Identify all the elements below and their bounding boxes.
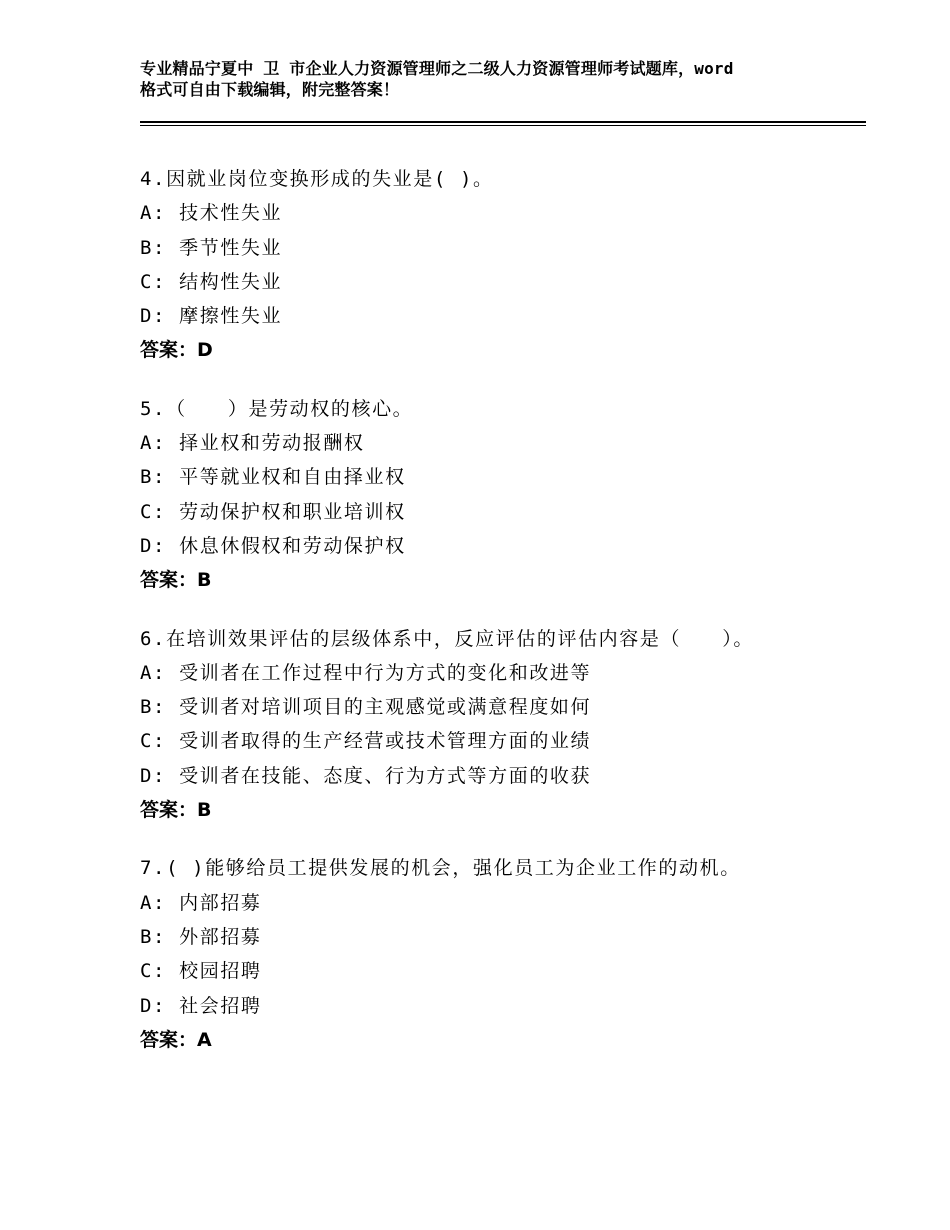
option-a: A: 技术性失业 [140, 202, 283, 225]
answer-line: 答案：B [140, 569, 212, 592]
option-c: C: 校园招聘 [140, 960, 262, 983]
option-a: A: 受训者在工作过程中行为方式的变化和改进等 [140, 661, 592, 684]
option-c: C: 结构性失业 [140, 270, 283, 293]
option-c: C: 受训者取得的生产经营或技术管理方面的业绩 [140, 730, 592, 753]
header-divider [140, 121, 866, 126]
question-stem: 4.因就业岗位变换形成的失业是( )。 [140, 168, 494, 190]
header-title-line-1: 专业精品宁夏中 卫 市企业人力资源管理师之二级人力资源管理师考试题库，word [140, 59, 734, 78]
option-d: D: 社会招聘 [140, 994, 262, 1017]
option-d: D: 休息休假权和劳动保护权 [140, 534, 406, 557]
question-7 [140, 851, 860, 1057]
question-6 [140, 622, 860, 828]
option-c: C: 劳动保护权和职业培训权 [140, 500, 406, 523]
option-b: B: 受训者对培训项目的主观感觉或满意程度如何 [140, 696, 592, 719]
header-title-line-2: 格式可自由下载编辑，附完整答案！ [140, 80, 400, 99]
answer-line: 答案：A [140, 1028, 212, 1051]
question-stem: 5.（ ）是劳动权的核心。 [140, 397, 414, 420]
question-stem: 7.( )能够给员工提供发展的机会，强化员工为企业工作的动机。 [140, 857, 741, 880]
answer-line: 答案：B [140, 799, 212, 822]
question-4 [140, 162, 860, 368]
document-header [140, 58, 830, 100]
header-divider-thin-line [140, 125, 866, 126]
question-stem: 6.在培训效果评估的层级体系中，反应评估的评估内容是（ ）。 [140, 627, 754, 650]
header-divider-thick-line [140, 121, 866, 123]
option-a: A: 择业权和劳动报酬权 [140, 432, 365, 455]
option-b: B: 外部招募 [140, 925, 262, 948]
option-b: B: 平等就业权和自由择业权 [140, 466, 406, 489]
option-b: B: 季节性失业 [140, 236, 283, 259]
option-a: A: 内部招募 [140, 891, 262, 914]
option-d: D: 受训者在技能、态度、行为方式等方面的收获 [140, 764, 592, 787]
answer-line: 答案：D [140, 339, 213, 362]
option-d: D: 摩擦性失业 [140, 305, 283, 328]
question-list [140, 162, 860, 1081]
question-5 [140, 392, 860, 598]
